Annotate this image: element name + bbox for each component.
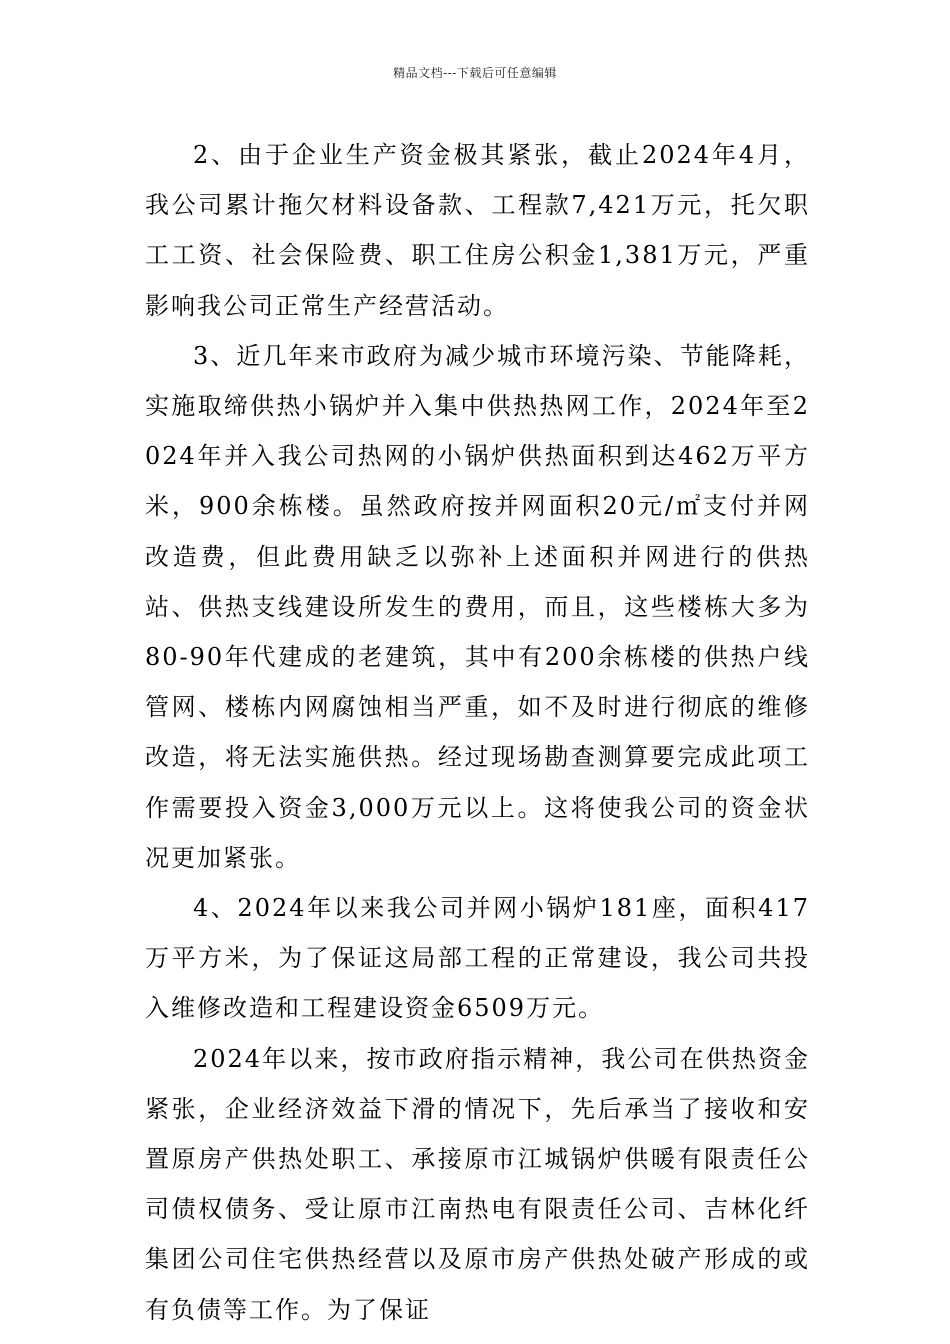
document-body <box>145 130 810 1335</box>
paragraph-item-2: 2、由于企业生产资金极其紧张，截止2024年4月，我公司累计拖欠材料设备款、工程款7,421万元，托欠职工工资、社会保险费、职工住房公积金1,381万元，严重影响我公司正常生产经营活动。 <box>145 141 810 320</box>
paragraph-item-3: 3、近几年来市政府为减少城市环境污染、节能降耗，实施取缔供热小锅炉并入集中供热热网工作，2024年至2024年并入我公司热网的小锅炉供热面积到达462万平方米，900余栋楼。虽然政府按并网面积20元/㎡支付并网改造费，但此费用缺乏以弥补上述面积并网进行的供热站、供热支线建设所发生的费用，而且，这些楼栋大多为80-90年代建成的老建筑，其中有200余栋楼的供热户线管网、楼栋内网腐蚀相当严重，如不及时进行彻底的维修改造，将无法实施供热。经过现场勘查测算要完成此项工作需要投入资金3,000万元以上。这将使我公司的资金状况更加紧张。 <box>145 341 810 872</box>
page-header: 精品文档---下载后可任意编辑 <box>393 66 557 80</box>
paragraph-summary: 2024年以来，按市政府指示精神，我公司在供热资金紧张，企业经济效益下滑的情况下，先后承当了接收和安置原房产供热处职工、承接原市江城锅炉供暖有限责任公司债权债务、受让原市江南热电有限责任公司、吉林化纤集团公司住宅供热经营以及原市房产供热处破产形成的或有负债等工作。为了保证 <box>145 1044 810 1324</box>
paragraph-item-4: 4、2024年以来我公司并网小锅炉181座，面积417万平方米，为了保证这局部工程的正常建设，我公司共投入维修改造和工程建设资金6509万元。 <box>145 894 810 1023</box>
